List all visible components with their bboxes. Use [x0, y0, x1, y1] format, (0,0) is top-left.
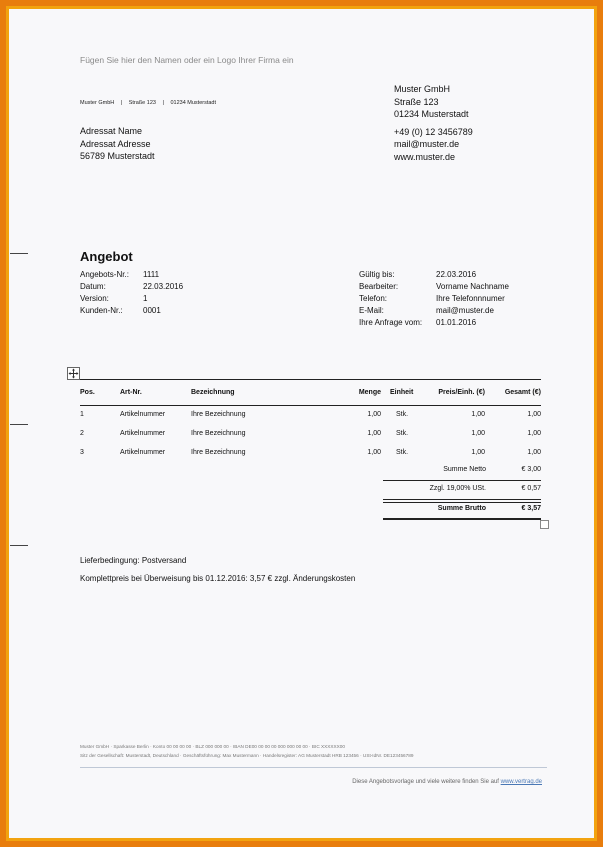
net-sum-value: € 3,00	[521, 466, 541, 473]
recipient-address	[80, 125, 155, 163]
gross-sum-value: € 3,57	[521, 505, 541, 512]
sender-website: www.muster.de	[394, 151, 456, 162]
sender-email: mail@muster.de	[394, 139, 460, 149]
row-quantity: 1,00	[367, 411, 381, 418]
table-resize-handle[interactable]	[540, 520, 549, 529]
sender-city: 01234 Musterstadt	[394, 109, 469, 119]
row-pos: 2	[80, 430, 84, 437]
meta-label: Version:	[80, 294, 109, 303]
document-page	[9, 9, 594, 838]
meta-label: Kunden-Nr.:	[80, 306, 123, 315]
valid-until: 22.03.2016	[436, 270, 477, 279]
row-quantity: 1,00	[367, 430, 381, 437]
document-title: Angebot	[80, 249, 133, 264]
footer-note	[209, 779, 542, 785]
header-description: Bezeichnung	[191, 389, 235, 396]
delivery-terms: Lieferbedingung: Postversand	[80, 556, 187, 565]
row-unit-price: 1,00	[471, 430, 485, 437]
inquiry-date: 01.01.2016	[436, 318, 477, 327]
sender-line-name: Muster GmbH	[80, 100, 115, 106]
footer-bank-line: Muster GmbH · Sparkasse Berlin · Konto 00 00 00 00 · BLZ 000 000 00 · IBAN DE00 00 00 00 000 000 00 00 · BIC XXXXXX00	[80, 744, 345, 749]
fold-mark-2	[10, 545, 28, 546]
gross-sum-label: Summe Brutto	[437, 505, 486, 512]
meta-label: Angebots-Nr.:	[80, 270, 129, 279]
meta-label: Telefon:	[359, 294, 388, 303]
row-art-nr: Artikelnummer	[120, 449, 166, 456]
row-pos: 1	[80, 411, 84, 418]
sender-return-line	[80, 100, 216, 106]
footer-company-line: Sitz der Gesellschaft: Musterstadt, Deutschland · Geschäftsführung: Max Mustermann · Handelsregister: AG Musterstadt HRB 123456 · USt-IdNr. DE123456789	[80, 753, 414, 758]
offer-number: 1111	[143, 270, 160, 279]
header-unit: Einheit	[390, 389, 414, 396]
payment-terms: Komplettpreis bei Überweisung bis 01.12.2016: 3,57 € zzgl. Änderungskosten	[80, 574, 356, 583]
row-description: Ihre Bezeichnung	[191, 449, 246, 456]
row-unit: Stk.	[396, 430, 409, 437]
meta-label: E-Mail:	[359, 306, 384, 315]
row-art-nr: Artikelnummer	[120, 411, 166, 418]
totals-rule-double	[383, 502, 541, 503]
sender-name: Muster GmbH	[394, 84, 451, 94]
meta-label: Datum:	[80, 282, 106, 291]
sender-line-sep: |	[120, 100, 123, 106]
recipient-street: Adressat Adresse	[80, 138, 151, 149]
meta-right-block	[359, 269, 509, 329]
sender-address-block	[394, 83, 473, 163]
totals-rule	[383, 499, 541, 500]
table-row	[80, 449, 541, 462]
row-description: Ihre Bezeichnung	[191, 411, 246, 418]
sender-street: Straße 123	[394, 96, 439, 107]
row-quantity: 1,00	[367, 449, 381, 456]
customer-number: 0001	[143, 306, 161, 315]
footer-note-text: Diese Angebotsvorlage und viele weitere finden Sie auf	[352, 779, 499, 785]
offer-version: 1	[143, 294, 148, 303]
table-row	[80, 430, 541, 443]
header-quantity: Menge	[358, 389, 381, 396]
sender-line-sep: |	[162, 100, 164, 106]
row-total: 1,00	[527, 449, 541, 456]
net-sum-label: Summe Netto	[443, 466, 486, 473]
table-header-rule	[80, 405, 541, 406]
header-unit-price: Preis/Einh. (€)	[438, 389, 485, 396]
table-row	[80, 411, 541, 424]
recipient-city: 56789 Musterstadt	[80, 151, 155, 161]
row-total: 1,00	[527, 411, 541, 418]
vat-value: € 0,57	[521, 485, 541, 492]
meta-label: Gültig bis:	[359, 270, 395, 279]
offer-date: 22.03.2016	[143, 282, 184, 291]
header-art-nr: Art-Nr.	[120, 389, 142, 396]
punch-mark	[10, 424, 28, 425]
totals-rule	[383, 480, 541, 481]
header-pos: Pos.	[80, 389, 95, 396]
meta-label: Ihre Anfrage vom:	[359, 318, 423, 327]
row-total: 1,00	[527, 430, 541, 437]
footer-link[interactable]: www.vertrag.de	[500, 779, 542, 785]
header-total: Gesamt (€)	[504, 389, 541, 396]
company-logo-placeholder[interactable]: Fügen Sie hier den Namen oder ein Logo Ihrer Firma ein	[80, 55, 294, 65]
sender-line-street: Straße 123	[128, 100, 156, 106]
row-description: Ihre Bezeichnung	[191, 430, 246, 437]
meta-label: Bearbeiter:	[359, 282, 399, 291]
fold-mark-1	[10, 253, 28, 254]
footer-rule	[80, 767, 547, 768]
vat-label: Zzgl. 19,00% USt.	[429, 485, 486, 492]
row-unit: Stk.	[396, 411, 409, 418]
editor-email: mail@muster.de	[436, 306, 494, 315]
sender-phone: +49 (0) 12 3456789	[394, 126, 473, 137]
editor-phone: Ihre Telefonnnumer	[436, 294, 505, 303]
row-pos: 3	[80, 449, 84, 456]
row-art-nr: Artikelnummer	[120, 430, 166, 437]
sender-line-city: 01234 Musterstadt	[170, 100, 217, 106]
row-unit-price: 1,00	[471, 411, 485, 418]
row-unit-price: 1,00	[471, 449, 485, 456]
row-unit: Stk.	[396, 449, 409, 456]
recipient-name: Adressat Name	[80, 126, 143, 136]
move-handle-icon[interactable]	[67, 367, 80, 380]
table-top-rule	[80, 379, 541, 380]
totals-bottom-rule	[383, 518, 541, 520]
meta-left-block	[80, 269, 183, 317]
editor-name: Vorname Nachname	[436, 282, 509, 291]
